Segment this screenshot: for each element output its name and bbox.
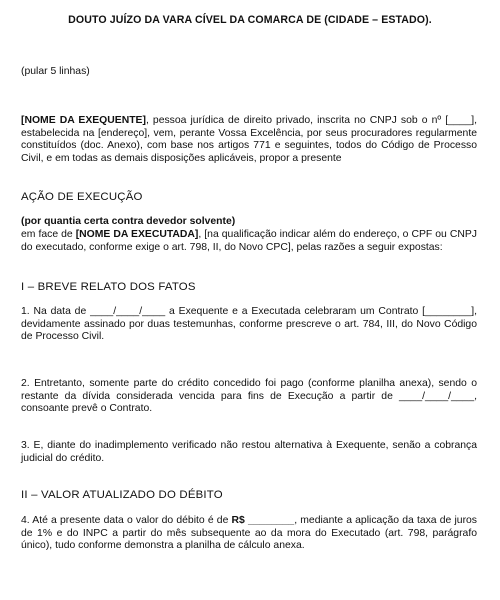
document-title: DOUTO JUÍZO DA VARA CÍVEL DA COMARCA DE (CIDADE – ESTADO). xyxy=(68,14,432,26)
paragraph-3: 3. E, diante do inadimplemento verificado não restou alternativa à Exequente, senão a cobrança judicial do crédito. xyxy=(21,440,477,464)
debt-amount: R$ ________ xyxy=(231,515,295,526)
skip-lines-note: (pular 5 linhas) xyxy=(21,66,90,77)
defendant-name: [NOME DA EXECUTADA] xyxy=(75,229,199,240)
action-subtitle: (por quantia certa contra devedor solvente) xyxy=(21,216,236,227)
paragraph-4-prefix: 4. Até a presente data o valor do débito é de xyxy=(21,515,232,526)
paragraph-4 xyxy=(21,515,477,553)
plaintiff-name: [NOME DA EXEQUENTE] xyxy=(21,115,146,126)
paragraph-2: 2. Entretanto, somente parte do crédito concedido foi pago (conforme planilha anexa), sendo o restante da dívida considerada vencida para fins de Execução a partir de ____/____/____, consoante prevê o Contrato. xyxy=(21,378,477,415)
paragraph-1: 1. Na data de ____/____/____ a Exequente e a Executada celebraram um Contrato [________], devidamente assinado por duas testemunhas, conforme prescreve o art. 784, III, do Novo Código de Processo Civil. xyxy=(21,306,477,343)
defendant-prefix: em face de xyxy=(21,229,76,240)
section-2-title: II – VALOR ATUALIZADO DO DÉBITO xyxy=(21,489,223,501)
section-1-title: I – BREVE RELATO DOS FATOS xyxy=(21,281,196,293)
defendant-paragraph xyxy=(21,229,477,254)
paragraph-4-text: , mediante a aplicação da taxa de juros de 1% e do INPC a partir do mês subsequente ao da mora do Executado (art. 798, parágrafo único), tudo conforme demonstra a planilha de cálculo anexa. xyxy=(21,515,478,552)
action-title: AÇÃO DE EXECUÇÃO xyxy=(21,191,143,203)
intro-text: , pessoa jurídica de direito privado, inscrita no CNPJ sob o nº [____], estabelecida na [endereço], vem, perante Vossa Excelência, por seus procuradores regularmente constituídos (doc. Anexo), com base nos artigos 771 e seguintes, todos do Código de Processo Civil, e em todas as demais disposições aplicáveis, propor a presente xyxy=(21,115,478,164)
defendant-text: , [na qualificação indicar além do endereço, o CPF ou CNPJ do executado, conforme exige o art. 798, II, do Novo CPC], pelas razões a seguir expostas: xyxy=(21,229,478,253)
intro-paragraph xyxy=(21,115,477,165)
